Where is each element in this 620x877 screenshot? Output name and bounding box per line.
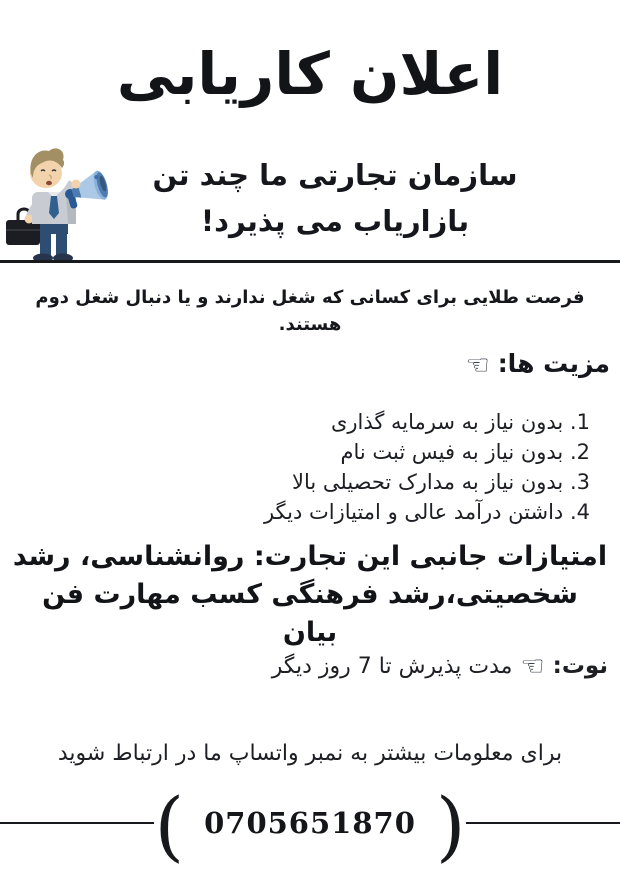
mouth [46, 181, 52, 185]
note-line [0, 651, 620, 682]
benefit-item: 4. داشتن درآمد عالی و امتیازات دیگر [263, 500, 590, 524]
note-text: مدت پذیرش تا 7 روز دیگر [271, 654, 513, 679]
phone-number: 0705651870 [204, 806, 416, 840]
subtitle-line-2: بازاریاب می پذیرد! [200, 204, 470, 238]
phone-divider-line [466, 822, 620, 824]
side-benefits-text: امتیازات جانبی این تجارت: روانشناسی، رشد شخصیتی،رشد فرهنگی کسب مهارت فن بیان [12, 541, 608, 648]
benefit-item: 3. بدون نیاز به مدارک تحصیلی بالا [291, 470, 590, 494]
benefits-heading-label: مزیت ها: [497, 349, 610, 378]
benefits-heading [0, 349, 620, 381]
pointing-hand-icon: ☜ [520, 651, 545, 682]
phone-section: ( 0705651870 ) [0, 792, 620, 854]
intro-text: فرصت طلایی برای کسانی که شغل ندارند و یا دنبال شغل دوم هستند. [35, 287, 585, 335]
contact-text: برای معلومات بیشتر به نمبر واتساپ ما در ارتباط شوید [57, 741, 563, 766]
benefits-list [0, 407, 620, 527]
man-with-megaphone-illustration [4, 144, 110, 264]
page-title: اعلان کاریابی [116, 40, 504, 108]
note-label: نوت: [552, 653, 608, 679]
subtitle-line-1: سازمان تجارتی ما چند تن [152, 158, 518, 192]
benefit-item: 2. بدون نیاز به فیس ثبت نام [340, 440, 590, 464]
pointing-hand-icon: ☜ [465, 350, 490, 381]
phone-divider-line [0, 822, 154, 824]
divider-line [0, 260, 620, 263]
subtitle [110, 152, 560, 244]
benefit-item: 1. بدون نیاز به سرمایه گذاری [330, 410, 590, 434]
